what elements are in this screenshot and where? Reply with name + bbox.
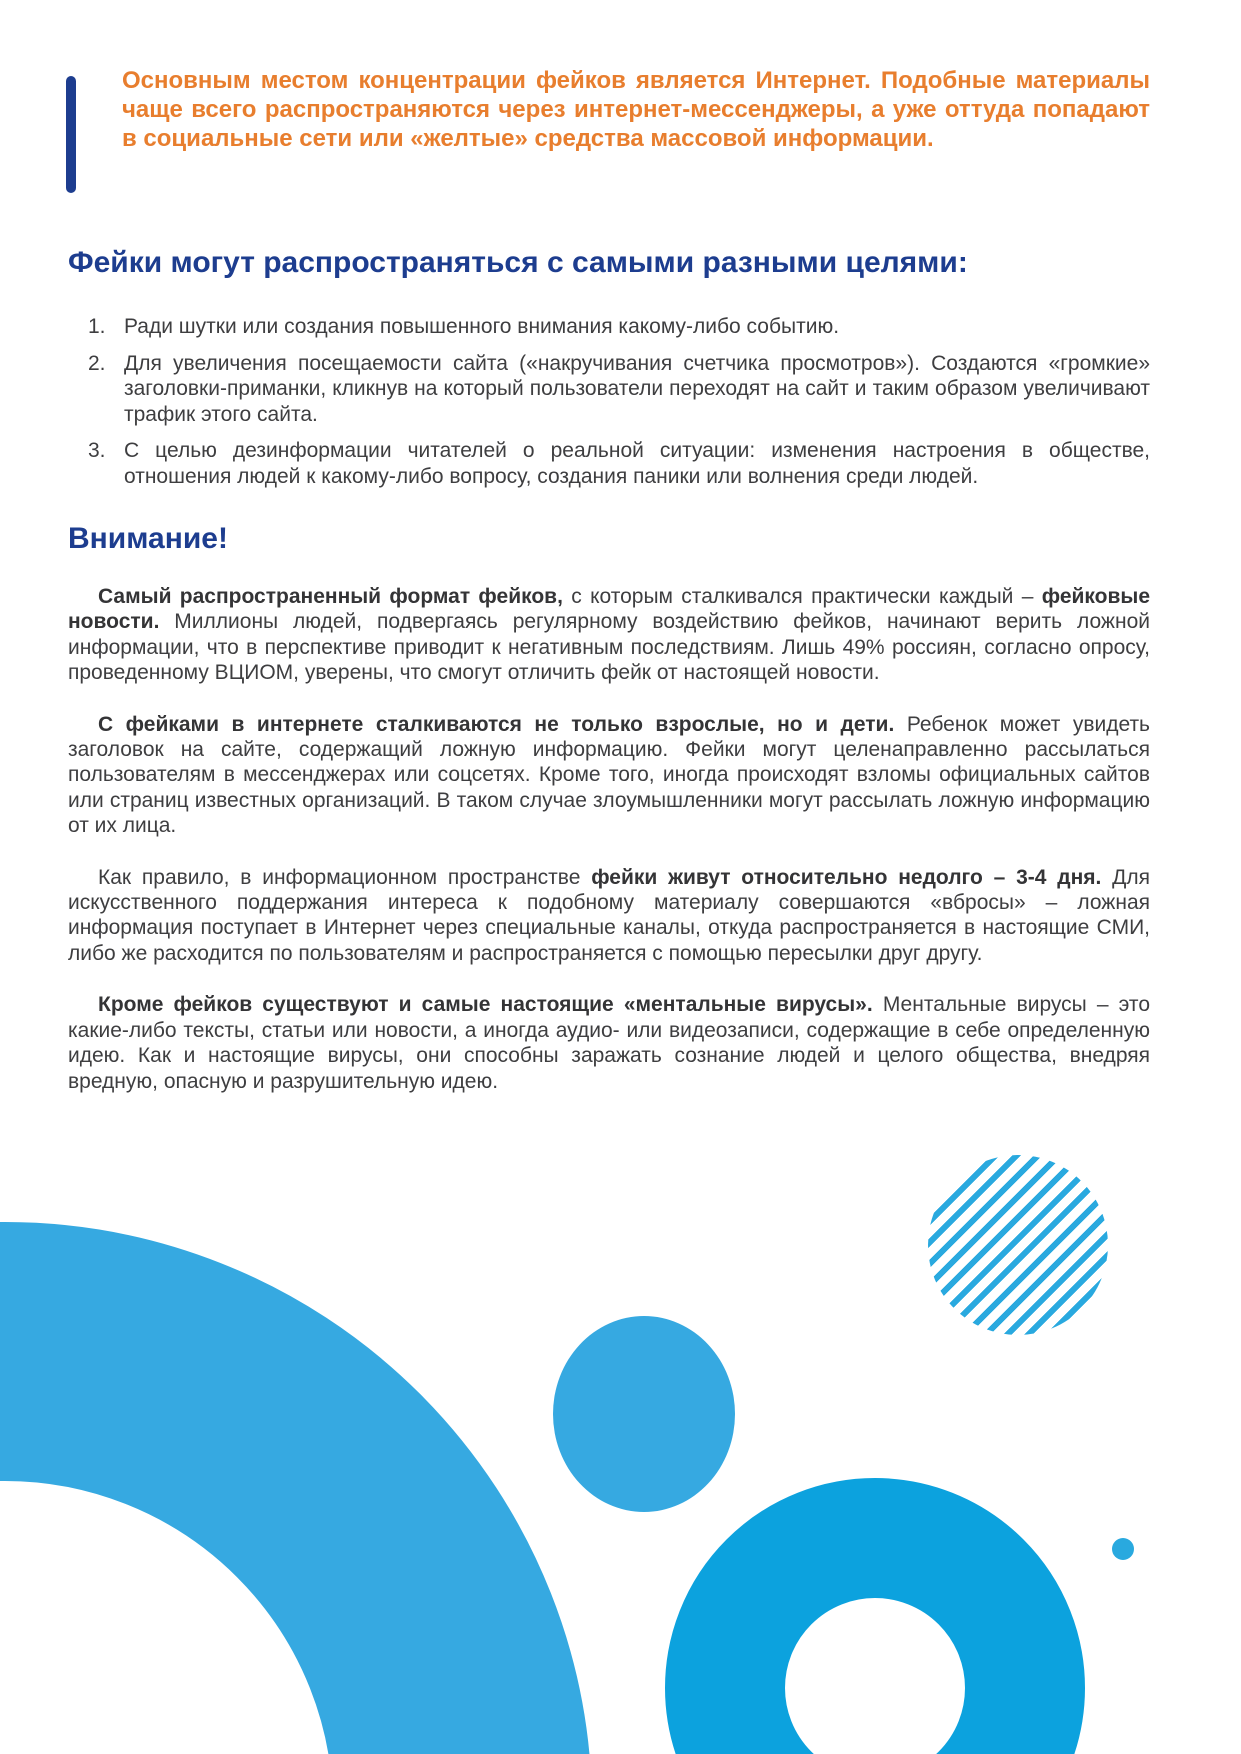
donut-circle-decoration — [665, 1478, 1085, 1754]
list-item-number: 2. — [88, 351, 106, 375]
list-item — [68, 314, 1150, 340]
paragraph — [68, 584, 1150, 686]
paragraph-text: Как правило, в информационном пространстве — [98, 865, 592, 889]
list-item — [68, 351, 1150, 428]
paragraph — [68, 865, 1150, 967]
small-dot-decoration — [1112, 1538, 1134, 1560]
paragraph — [68, 712, 1150, 839]
list-item-text: Для увеличения посещаемости сайта («накручивания счетчика просмотров»). Создаются «громкие» заголовки-приманки, кликнув на который пользователи переходят на сайт и таким образом увеличивают трафик этого сайта. — [124, 351, 1150, 426]
striped-circle-decoration — [928, 1155, 1108, 1335]
paragraph-bold-text: фейковые новости. — [68, 585, 1151, 634]
paragraph-text: с которым сталкивался практически каждый – — [562, 585, 1042, 608]
paragraph — [68, 992, 1150, 1094]
list-item-number: 1. — [88, 315, 106, 338]
paragraph-bold-lead: Самый распространенный формат фейков, — [98, 585, 563, 608]
paragraph-bold-lead: С фейками в интернете сталкиваются не только взрослые, но и дети. — [98, 712, 895, 736]
list-item — [68, 438, 1150, 489]
list-item-text: Ради шутки или создания повышенного внимания какому-либо событию. — [124, 315, 840, 338]
list-item-number: 3. — [88, 439, 106, 462]
section-heading-goals: Фейки могут распространяться с самыми разными целями: — [68, 246, 968, 279]
goals-list — [68, 314, 1150, 500]
attention-paragraphs — [68, 584, 1150, 1120]
list-item-text: С целью дезинформации читателей о реальной ситуации: изменения настроения в обществе, отношения людей к какому-либо вопросу, создания паники или волнения среди людей. — [124, 439, 1150, 488]
large-ring-decoration — [0, 1222, 592, 1754]
callout-text: Основным местом концентрации фейков является Интернет. Подобные материалы чаще всего распространяются через интернет-мессенджеры, а уже оттуда попадают в социальные сети или «желтые» средства массовой информации. — [122, 67, 1150, 152]
paragraph-bold-text: фейки живут относительно недолго – 3-4 дня. — [591, 865, 1102, 889]
section-heading-attention: Внимание! — [68, 522, 228, 555]
callout-accent-bar — [66, 76, 76, 193]
paragraph-text: Ребенок может увидеть заголовок на сайте, содержащий ложную информацию. Фейки могут целенаправленно рассылаться пользователям в мессенджерах или соцсетях. Кроме того, иногда происходят взломы официальных сайтов или страниц известных организаций. В таком случае злоумышленники могут рассылать ложную информацию от их лица. — [68, 712, 1150, 838]
solid-circle-decoration — [553, 1316, 735, 1512]
paragraph-text: Миллионы людей, подвергаясь регулярному воздействию фейков, начинают верить ложной информации, что в перспективе приводит к негативным последствиям. Лишь 49% россиян, согласно опросу, проведенному ВЦИОМ, уверены, что смогут отличить фейк от настоящей новости. — [68, 610, 1150, 685]
paragraph-text: Ментальные вирусы – это какие-либо тексты, статьи или новости, а иногда аудио- или видеозаписи, содержащие в себе определенную идею. Как и настоящие вирусы, они способны заражать сознание людей и целого общества, внедряя вредную, опасную и разрушительную идею. — [68, 993, 1150, 1093]
paragraph-text: Для искусственного поддержания интереса к подобному материалу совершаются «вбросы» – ложная информация поступает в Интернет через специальные каналы, откуда распространяется в настоящие СМИ, либо же расходится по пользователям и распространяется с помощью пересылки друг другу. — [68, 865, 1150, 965]
paragraph-bold-lead: Кроме фейков существуют и самые настоящие «ментальные вирусы». — [98, 993, 873, 1017]
